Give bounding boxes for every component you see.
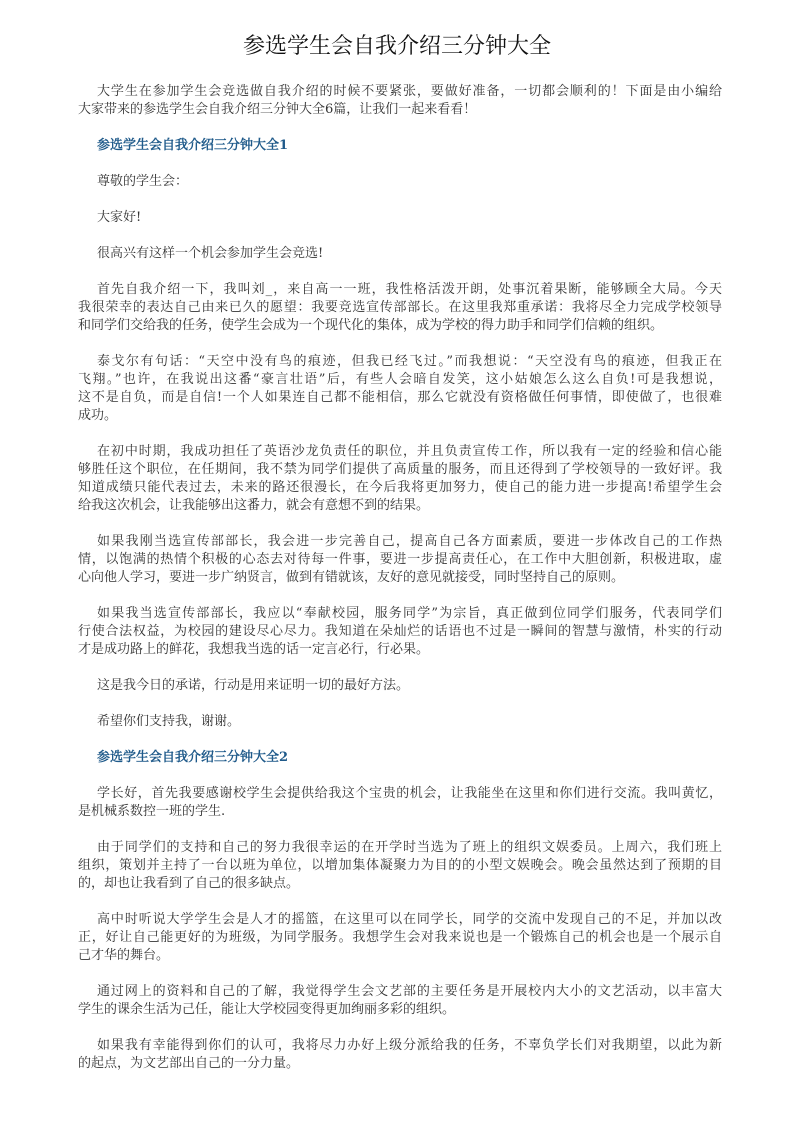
paragraph: [78, 1037, 722, 1073]
text-line: 尊敬的学生会：: [97, 174, 189, 189]
text-line: 行使合法权益，为校园的建设尽心尽力。我知道在朵灿烂的话语也不过是一瞬间的智慧与激情，朴实的行动: [78, 624, 722, 639]
text-line: 大家带来的参选学生会自我介绍三分钟大全6篇，让我们一起来看看！: [78, 102, 477, 117]
section-heading: [78, 137, 722, 155]
text-line: 心向他人学习，要进一步广纳贤言，做到有错就该，友好的意见就接受，同时坚持自己的原则。: [78, 570, 625, 585]
text-line: 参选学生会自我介绍三分钟大全1: [97, 138, 289, 153]
text-line: 通过网上的资料和自己的了解，我觉得学生会文艺部的主要任务是开展校内大小的文艺活动，以丰富大: [97, 984, 722, 999]
paragraph: [78, 353, 722, 425]
paragraph: [78, 605, 722, 659]
paragraph: [78, 785, 722, 821]
paragraph: [78, 677, 722, 695]
text-line: 我很荣幸的表达自己由来已久的愿望：我要竞选宣传部部长。在这里我郑重承诺：我将尽全力完成学校领导: [78, 300, 722, 315]
text-line: 首先自我介绍一下，我叫刘_，来自高一一班，我性格活泼开朗，处事沉着果断，能够顾全大局。今天: [97, 282, 722, 297]
text-line: 己才华的舞台。: [78, 948, 170, 963]
text-line: 大家好!: [97, 210, 142, 225]
paragraph: [78, 281, 722, 335]
text-line: 泰戈尔有句话：“天空中没有鸟的痕迹，但我已经飞过。”而我想说：“天空没有鸟的痕迹，但我正在: [97, 354, 722, 369]
text-line: 是机械系数控一班的学生.: [78, 804, 226, 819]
paragraph: [78, 173, 722, 191]
text-line: 高中时听说大学学生会是人才的摇篮，在这里可以在同学长，同学的交流中发现自己的不足，并加以改: [97, 912, 722, 927]
text-line: 学长好，首先我要感谢校学生会提供给我这个宝贵的机会，让我能坐在这里和你们进行交流。我叫黄忆，: [97, 786, 722, 801]
text-line: 这不是自负，而是自信!一个人如果连自己都不能相信，那么它就没有资格做任何事情，即使做了，也很难: [78, 390, 722, 405]
document-title: 参选学生会自我介绍三分钟大全: [242, 34, 551, 59]
text-line: 大学生在参加学生会竞选做自我介绍的时候不要紧张，要做好准备，一切都会顺利的！下面是由小编给: [97, 84, 722, 99]
document-body: [78, 83, 722, 1091]
paragraph: [78, 713, 722, 731]
text-line: 知道成绩只能代表过去，未来的路还很漫长，在今后我将更加努力，使自己的能力进一步提高!希望学生会: [78, 480, 722, 495]
text-line: 这是我今日的承诺，行动是用来证明一切的最好方法。: [97, 678, 410, 693]
text-line: 由于同学们的支持和自己的努力我很幸运的在开学时当选为了班上的组织文娱委员。上周六，我们班上: [97, 840, 722, 855]
text-line: 学生的课余生活为己任，能让大学校园变得更加绚丽多彩的组织。: [78, 1002, 456, 1017]
text-line: 如果我刚当选宣传部部长，我会进一步完善自己，提高自己各方面素质，要进一步体改自己的工作热: [97, 534, 722, 549]
text-line: 的，却也让我看到了自己的很多缺点。: [78, 876, 300, 891]
paragraph: [78, 839, 722, 893]
text-line: 在初中时期，我成功担任了英语沙龙负责任的职位，并且负责宣传工作，所以我有一定的经验和信心能: [97, 444, 722, 459]
paragraph: [78, 443, 722, 515]
paragraph: [78, 209, 722, 227]
paragraph: [78, 983, 722, 1019]
text-line: 希望你们支持我，谢谢。: [97, 714, 241, 729]
text-line: 飞翔。”也许，在我说出这番“豪言壮语”后，有些人会暗自发笑，这小姑娘怎么这么自负!可是我想说，: [78, 372, 722, 387]
section-heading: [78, 749, 722, 767]
paragraph: [78, 533, 722, 587]
text-line: 很高兴有这样一个机会参加学生会竞选!: [97, 246, 324, 261]
text-line: 组织，策划并主持了一台以班为单位，以增加集体凝聚力为目的的小型文娱晚会。晚会虽然达到了预期的目: [78, 858, 722, 873]
text-line: 够胜任这个职位，在任期间，我不禁为同学们提供了高质量的服务，而且还得到了学校领导的一致好评。我: [78, 462, 722, 477]
text-line: 成功。: [78, 408, 118, 423]
paragraph: [78, 911, 722, 965]
paragraph: [78, 83, 722, 119]
paragraph: [78, 245, 722, 263]
text-line: 正，好让自己能更好的为班级，为同学服务。我想学生会对我来说也是一个锻炼自己的机会也是一个展示自: [78, 930, 722, 945]
text-line: 情，以饱满的热情个积极的心态去对待每一件事，要进一步提高责任心，在工作中大胆创新，积极进取，虚: [78, 552, 722, 567]
text-line: 和同学们交给我的任务，使学生会成为一个现代化的集体，成为学校的得力助手和同学们信赖的组织。: [78, 318, 664, 333]
text-line: 如果我有幸能得到你们的认可，我将尽力办好上级分派给我的任务，不辜负学长们对我期望，以此为新: [97, 1038, 722, 1053]
text-line: 给我这次机会，让我能够出这番力，就会有意想不到的结果。: [78, 498, 430, 513]
text-line: 如果我当选宣传部部长，我应以“奉献校园，服务同学”为宗旨，真正做到位同学们服务，代表同学们: [97, 606, 722, 621]
text-line: 的起点，为文艺部出自己的一分力量。: [78, 1056, 300, 1071]
text-line: 才是成功路上的鲜花，我想我当选的话一定言必行，行必果。: [78, 642, 430, 657]
text-line: 参选学生会自我介绍三分钟大全2: [97, 750, 289, 765]
